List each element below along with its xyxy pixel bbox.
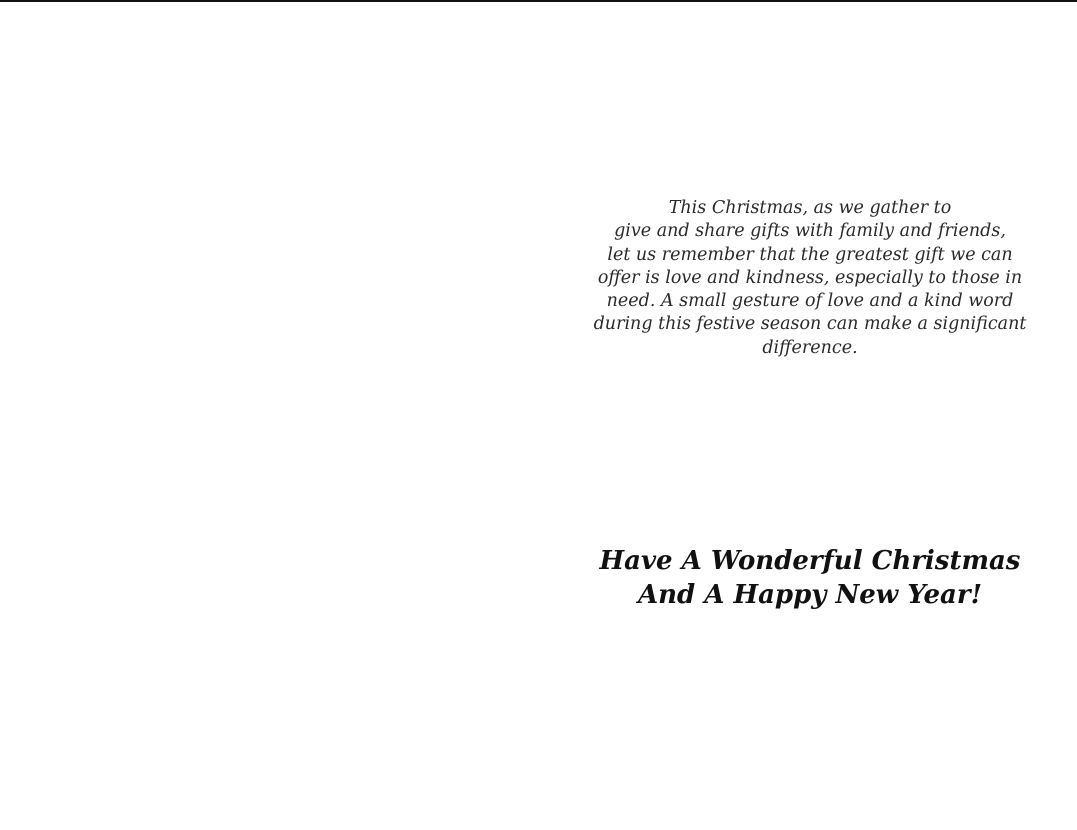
- holiday-greeting: [560, 544, 1060, 612]
- greeting-line: Have A Wonderful Christmas: [599, 546, 1021, 576]
- message-line: let us remember that the greatest gift we can: [607, 244, 1013, 265]
- card-message: [560, 197, 1060, 360]
- message-line: need. A small gesture of love and a kind word: [606, 291, 1014, 312]
- message-line: give and share gifts with family and friends,: [614, 221, 1006, 242]
- greeting-line: And A Happy New Year!: [637, 580, 982, 610]
- message-line: offer is love and kindness, especially to those in: [597, 267, 1023, 288]
- message-line: difference.: [762, 337, 858, 358]
- message-line: during this festive season can make a significant: [593, 314, 1027, 335]
- top-edge-line: [0, 0, 1077, 2]
- message-line: This Christmas, as we gather to: [668, 198, 952, 218]
